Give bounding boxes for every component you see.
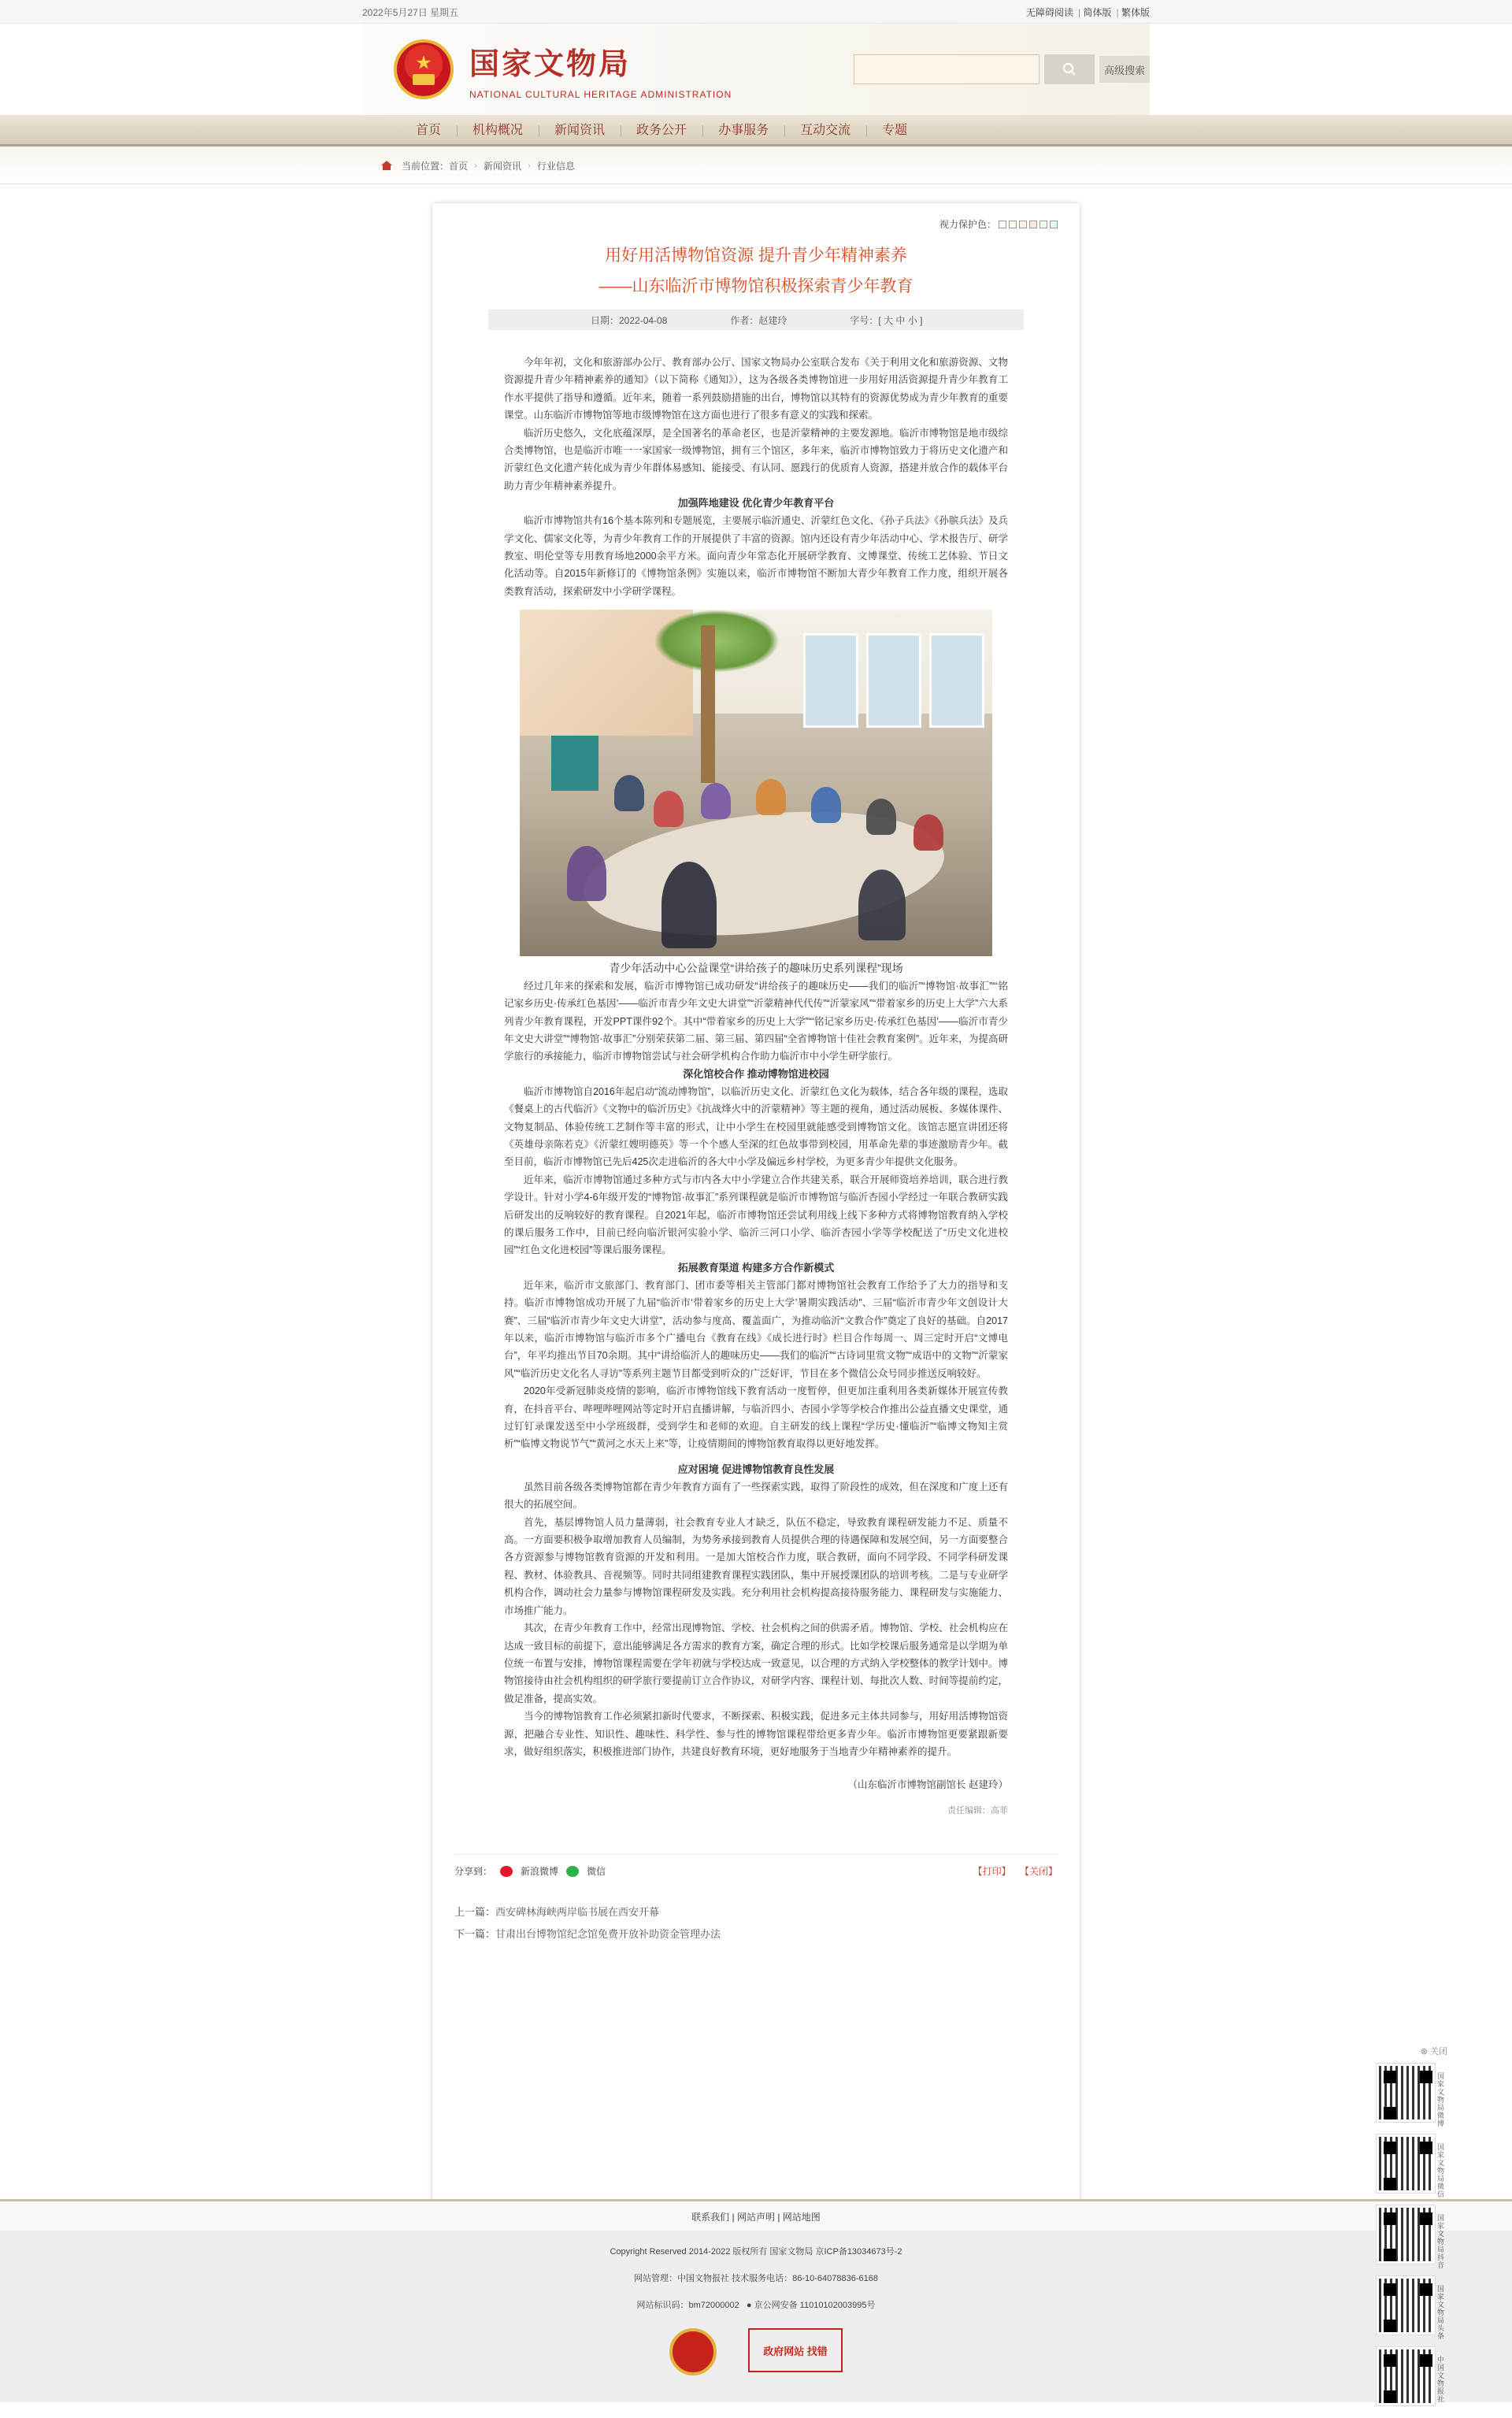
- qr-code-sidebar: [1377, 2045, 1447, 2418]
- nav-item-government-affairs[interactable]: 政务公开: [621, 115, 702, 146]
- paragraph: 2020年受新冠肺炎疫情的影响，临沂市博物馆线下教育活动一度暂停，但更加注重利用各类新媒体开展宣传教育，在抖音平台、哔哩哔哩网站等定时开启直播讲解，与临沂四小、杏园小学等学校合作推出公益直播文史课堂，通过钉钉录课发送至中小学班级群，受到学生和老师的欢迎。自主研发的线上课程“学历史·懂临沂”“临博文物知主赏析”“临博文物说节气”“黄河之水天上来”等，让疫情期间的博物馆教育取得以更好地发挥。: [504, 1385, 1008, 1450]
- site-title-en: NATIONAL CULTURAL HERITAGE ADMINISTRATION: [469, 88, 732, 100]
- photo-child: [662, 862, 717, 948]
- font-size-control[interactable]: 字号：[ 大 中 小 ]: [850, 314, 923, 326]
- qr-label: 国家文物局头条: [1437, 2285, 1445, 2340]
- home-icon: [381, 161, 392, 170]
- main-nav: [0, 115, 1512, 146]
- responsible-editor: 责任编辑：高菲: [947, 1805, 1008, 1815]
- site-title: 国家文物局: [469, 47, 632, 81]
- national-emblem-icon: [394, 39, 454, 99]
- eye-color-swatch[interactable]: [1050, 221, 1058, 228]
- breadcrumb-industry[interactable]: 行业信息: [537, 160, 576, 172]
- paragraph: 临沂历史悠久，文化底蕴深厚，是全国著名的革命老区，也是沂蒙精神的主要发源地。临沂市博物馆是地市级综合类博物馆，也是临沂市唯一一家国家一级博物馆，拥有三个馆区，多年来，临沂市博物馆致力于将历史文化遗产和沂蒙红色文化遗产转化成为青少年群体易感知、能接受、有认同、愿践行的优质育人资源，搭建并放合作的载体平台助力青少年精神素养提升。: [504, 427, 1008, 491]
- photo-child: [914, 814, 943, 851]
- share-weibo-button[interactable]: 新浪微博: [521, 1866, 559, 1878]
- eye-color-swatch[interactable]: [1040, 221, 1047, 228]
- photo-tree-trunk: [701, 625, 715, 783]
- article-author: 作者：赵建玲: [730, 314, 788, 326]
- breadcrumb-news[interactable]: 新闻资讯: [484, 160, 522, 172]
- breadcrumb-separator-icon: ›: [474, 160, 478, 171]
- weibo-icon: [500, 1866, 513, 1877]
- search-icon: [1062, 62, 1077, 76]
- nav-item-services[interactable]: 办事服务: [702, 115, 784, 146]
- photo-board: [551, 736, 598, 791]
- close-button[interactable]: 【关闭】: [1019, 1866, 1058, 1878]
- article-body: [504, 354, 1008, 1819]
- qr-label: 国家文物局微信: [1437, 2143, 1445, 2198]
- simplified-link[interactable]: 简体版: [1083, 6, 1112, 18]
- paragraph: 近年来，临沂市博物馆通过多种方式与市内各大中小学建立合作共建关系，联合开展师资培养培训，联合进行教学设计。针对小学4-6年级开发的“博物馆·故事汇”系列课程就是临沂市博物馆与临沂杏园小学经过一年联合教研实践后研发出的反响较好的教育课程。自2021年起，临沂市博物馆还尝试利用线上线下多种方式将博物馆教育纳入学校的课后服务工作中，目前已经向临沂银河实验小学、临沂三河口小学、临沂杏园小学等学校配送了“历史文化进校园”“红色文化进校园”等课后服务课程。: [504, 1174, 1008, 1256]
- gov-site-error-badge[interactable]: 政府网站 找错: [748, 2328, 843, 2372]
- article-date: 日期：2022-04-08: [591, 314, 668, 326]
- nav-item-topics[interactable]: 专题: [866, 115, 923, 146]
- photo-window: [803, 633, 858, 728]
- wechat-icon: [566, 1866, 579, 1877]
- section-heading: 深化馆校合作 推动博物馆进校园: [683, 1067, 829, 1080]
- paragraph: 首先，基层博物馆人员力量薄弱，社会教育专业人才缺乏，队伍不稳定，导致教育课程研发能力不足、质量不高。一方面要积极争取增加教育人员编制，为势务承接到教育人员提供合理的待遇保障和发展空间，另一方面要整合各方资源参与博物馆教育资源的开发和利用。一是加大馆校合作力度，联合教研，面向不同学段、不同学科研发课程、教材、体验教具、音视频等。同时共同组建教育课程实践团队，集中开展授课团队的培训考核。二是与专业研学机构合作，调动社会力量参与博物馆课程研发及实践。充分利用社会机构提高接待服务能力、课程研发与实施能力、市场推广能力。: [504, 1516, 1008, 1616]
- prev-next-links: [454, 1901, 1058, 1945]
- site-logo[interactable]: [394, 39, 732, 100]
- top-links: 无障碍阅读 | 简体版 | 繁体版: [1026, 6, 1150, 18]
- eye-color-swatch[interactable]: [1019, 221, 1027, 228]
- photo-child: [701, 783, 731, 819]
- section-heading: 应对困境 促进博物馆教育良性发展: [677, 1463, 835, 1475]
- next-label: 下一篇：: [454, 1928, 496, 1941]
- qr-label: 国家文物局抖音: [1437, 2214, 1445, 2269]
- prev-article-link[interactable]: 西安碑林海峡两岸临书展在西安开幕: [495, 1906, 660, 1919]
- photo-child: [654, 791, 684, 827]
- police-record[interactable]: 京公网安备 11010102003995号: [754, 2301, 876, 2310]
- share-bar: [454, 1854, 1058, 1878]
- article-signature: （山东临沂市博物馆副馆长 赵建玲）: [847, 1779, 1008, 1791]
- nav-item-interaction[interactable]: 互动交流: [784, 115, 866, 146]
- breadcrumb-home[interactable]: 首页: [449, 160, 469, 172]
- paragraph: 临沂市博物馆共有16个基本陈列和专题展览，主要展示临沂通史、沂蒙红色文化、《孙子兵法》《孙膑兵法》及兵学文化、儒家文化等，为青少年教育工作的开展提供了丰富的资源。馆内还设有青少年活动中心、学术报告厅、研学教室、明伦堂等专用教育场地2000余平方米。面向青少年常态化开展研学教育、文博课堂、传统工艺体验、节日文化活动等。自2015年新修订的《博物馆条例》实施以来，临沂市博物馆不断加大青少年教育工作力度，组织开展各类教育活动，探索研发中小学研学课程。: [504, 515, 1008, 597]
- search-input[interactable]: [854, 54, 1040, 84]
- eye-care-colors: [454, 217, 1058, 231]
- party-government-badge-icon[interactable]: [669, 2328, 717, 2375]
- eye-care-label: 视力保护色：: [939, 219, 996, 230]
- sitemap-link[interactable]: 网站地图: [782, 2212, 821, 2223]
- eye-color-swatch[interactable]: [1009, 221, 1017, 228]
- site-footer: [0, 2231, 1512, 2402]
- paragraph: 虽然目前各级各类博物馆都在青少年教育方面有了一些探索实践，取得了阶段性的成效，但在深度和广度上还有很大的拓展空间。: [504, 1481, 1008, 1511]
- copyright: Copyright Reserved 2014-2022 版权所有 国家文物局 京ICP备13034673号-2: [610, 2247, 902, 2257]
- article-container: [432, 203, 1080, 2215]
- eye-color-swatch[interactable]: [999, 221, 1006, 228]
- section-heading: 加强阵地建设 优化青少年教育平台: [677, 497, 835, 510]
- photo-tree: [654, 610, 780, 673]
- photo-child: [858, 870, 906, 940]
- photo-window: [929, 633, 984, 728]
- section-heading: 拓展教育渠道 构建多方合作新模式: [677, 1261, 835, 1274]
- photo-child: [866, 799, 896, 835]
- advanced-search-button[interactable]: 高级搜索: [1099, 56, 1150, 83]
- nav-item-news[interactable]: 新闻资讯: [539, 115, 621, 146]
- prev-label: 上一篇：: [454, 1906, 496, 1919]
- paragraph: 临沂市博物馆自2016年起启动“流动博物馆”，以临沂历史文化、沂蒙红色文化为载体，结合各年级的课程，选取《餐桌上的古代临沂》《文物中的临沂历史》《抗战烽火中的沂蒙精神》等主题的视角，通过活动展板、多媒体课件、文物复制品、体验传统工艺制作等丰富的形式，让中小学生在校园里就能感受到博物馆文化。该馆志愿宣讲团还将《英雄母亲陈若克》《沂蒙红嫂明德英》等一个个感人至深的红色故事带到校园，用革命先辈的事迹激励青少年。截至目前，临沂市博物馆已先后425次走进临沂的各大中小学及偏远乡村学校，为更多青少年提供文化服务。: [504, 1085, 1008, 1168]
- contact-link[interactable]: 联系我们: [691, 2212, 730, 2223]
- next-article-link[interactable]: 甘肃出台博物馆纪念馆免费开放补助资金管理办法: [495, 1928, 721, 1941]
- site-header: [0, 24, 1512, 115]
- search-bar: [854, 54, 1150, 84]
- paragraph: 近年来，临沂市文旅部门、教育部门、团市委等相关主管部门都对博物馆社会教育工作给予了大力的指导和支持。临沂市博物馆成功开展了九届“临沂市‘带着家乡的历史上大学’暑期实践活动”、三届“临沂市青少年文创设计大赛”、三届“临沂市青少年文史大讲堂”，活动参与度高、覆盖面广，为推动临沂“文教合作”奠定了良好的基础。自2017年以来，临沂市博物馆与临沂市多个广播电台《教育在线》《成长进行时》栏目合作每周一、周三定时开启“文博电台”，年平均推出节目70余期。其中“讲给临沂人的趣味历史——我们的临沂”“古诗词里赏文物”“成语中的文物”“沂蒙家风”“临沂历史文化名人寻访”等系列主题节目都受到听众的广泛好评，节目在多个微信公众号同步推送反响较好。: [504, 1279, 1008, 1379]
- nav-item-about[interactable]: 机构概况: [457, 115, 539, 146]
- photo-window: [866, 633, 921, 728]
- nav-item-home[interactable]: 首页: [416, 124, 442, 137]
- qr-code: [1377, 2347, 1445, 2405]
- paragraph: 其次，在青少年教育工作中，经常出现博物馆、学校、社会机构之间的供需矛盾。博物馆、学校、社会机构应在达成一致目标的前提下，意出能够满足各方需求的教育方案，确定合理的形式。比如学校课后服务通常是以学期为单位统一布置与安排，博物馆课程需要在学年初就与学校达成一致意见，以合理的方式纳入学校整体的教学计划中。博物馆接待由社会机构组织的研学旅行要提前订立合作协议，对研学内容、课程计划、每批次人数、时间等提前约定，做足准备，提高实效。: [504, 1623, 1008, 1704]
- breadcrumb-label: 当前位置：: [402, 160, 450, 172]
- site-id: 网站标识码：bm72000002: [636, 2301, 739, 2310]
- qr-code: [1377, 2276, 1445, 2340]
- qr-label: 国家文物局微博: [1437, 2072, 1445, 2127]
- qr-code: [1377, 2134, 1445, 2198]
- article-title: [454, 240, 1058, 302]
- breadcrumb: [0, 146, 1512, 184]
- footer-links: 联系我们 | 网站声明 | 网站地图: [0, 2199, 1512, 2231]
- photo-child: [756, 779, 786, 815]
- share-wechat-button[interactable]: 微信: [587, 1866, 606, 1878]
- breadcrumb-separator-icon: ›: [528, 160, 532, 171]
- photo-child: [811, 787, 841, 823]
- share-label: 分享到：: [454, 1866, 493, 1878]
- statement-link[interactable]: 网站声明: [736, 2212, 775, 2223]
- qr-label: 中国文物报社: [1437, 2356, 1445, 2403]
- top-bar: [0, 0, 1512, 24]
- article-title-line1: 用好用活博物馆资源 提升青少年精神素养: [605, 247, 907, 265]
- footer-badges: [0, 2328, 1512, 2375]
- photo-caption: 青少年活动中心公益课堂“讲给孩子的趣味历史系列课程”现场: [609, 962, 903, 975]
- article-title-line2: ——山东临沂市博物馆积极探索青少年教育: [598, 277, 914, 295]
- photo-child: [614, 775, 644, 811]
- qr-close-button[interactable]: ⊗ 关闭: [1420, 2047, 1447, 2056]
- site-ids: [0, 2292, 1512, 2319]
- accessibility-link[interactable]: 无障碍阅读: [1026, 6, 1074, 18]
- site-management: 网站管理：中国文物报社 技术服务电话：86-10-64078836-6168: [634, 2274, 878, 2283]
- qr-code: [1377, 2064, 1445, 2127]
- article-photo: [520, 610, 992, 956]
- photo-child: [567, 846, 606, 901]
- traditional-link[interactable]: 繁体版: [1121, 6, 1150, 18]
- article-meta: [488, 310, 1024, 330]
- paragraph: 经过几年来的探索和发展，临沂市博物馆已成功研发“讲给孩子的趣味历史——我们的临沂”“博物馆·故事汇”“‘铭记家乡历史·传承红色基因’——临沂市青少年文史大讲堂”“沂蒙精神代代传”“沂蒙家风”“带着家乡的历史上大学”六大系列青少年教育课程，开发PPT课件92个。其中“带着家乡的历史上大学”“‘铭记家乡历史·传承红色基因’——临沂市青少年文史大讲堂”“博物馆·故事汇”分别荣获第二届、第三届、第四届“全省博物馆十佳社会教育案例”。近年来，为提高研学旅行的承接能力，临沂市博物馆尝试与社会研学机构合作助力临沂市中小学生研学旅行。: [504, 980, 1008, 1063]
- current-date: 2022年5月27日 星期五: [362, 6, 459, 18]
- search-button[interactable]: [1044, 54, 1095, 84]
- police-badge-icon: ●: [746, 2301, 752, 2310]
- qr-code: [1377, 2205, 1445, 2269]
- qr-close-label: 关闭: [1430, 2047, 1447, 2056]
- eye-color-swatch[interactable]: [1029, 221, 1037, 228]
- paragraph: 当今的博物馆教育工作必须紧扣新时代要求，不断探索、积极实践，促进多元主体共同参与，用好用活博物馆资源，把融合专业性、知识性、趣味性、科学性、参与性的博物馆课程带给更多青少年。临沂市博物馆更要紧跟新要求，做好组织落实，积极推进部门协作，共建良好教育环境，更好地服务于当地青少年精神素养的提升。: [504, 1711, 1008, 1757]
- paragraph: 今年年初，文化和旅游部办公厅、教育部办公厅、国家文物局办公室联合发布《关于利用文化和旅游资源、文物资源提升青少年精神素养的通知》（以下简称《通知》），这为各级各类博物馆进一步用好用活资源提升青少年教育工作水平提供了指导和遵循。近年来，随着一系列鼓励措施的出台，博物馆以其特有的资源优势成为青少年教育的重要课堂。山东临沂市博物馆等地市级博物馆在这方面也进行了很多有意义的实践和探索。: [504, 357, 1008, 421]
- print-button[interactable]: 【打印】: [973, 1866, 1011, 1878]
